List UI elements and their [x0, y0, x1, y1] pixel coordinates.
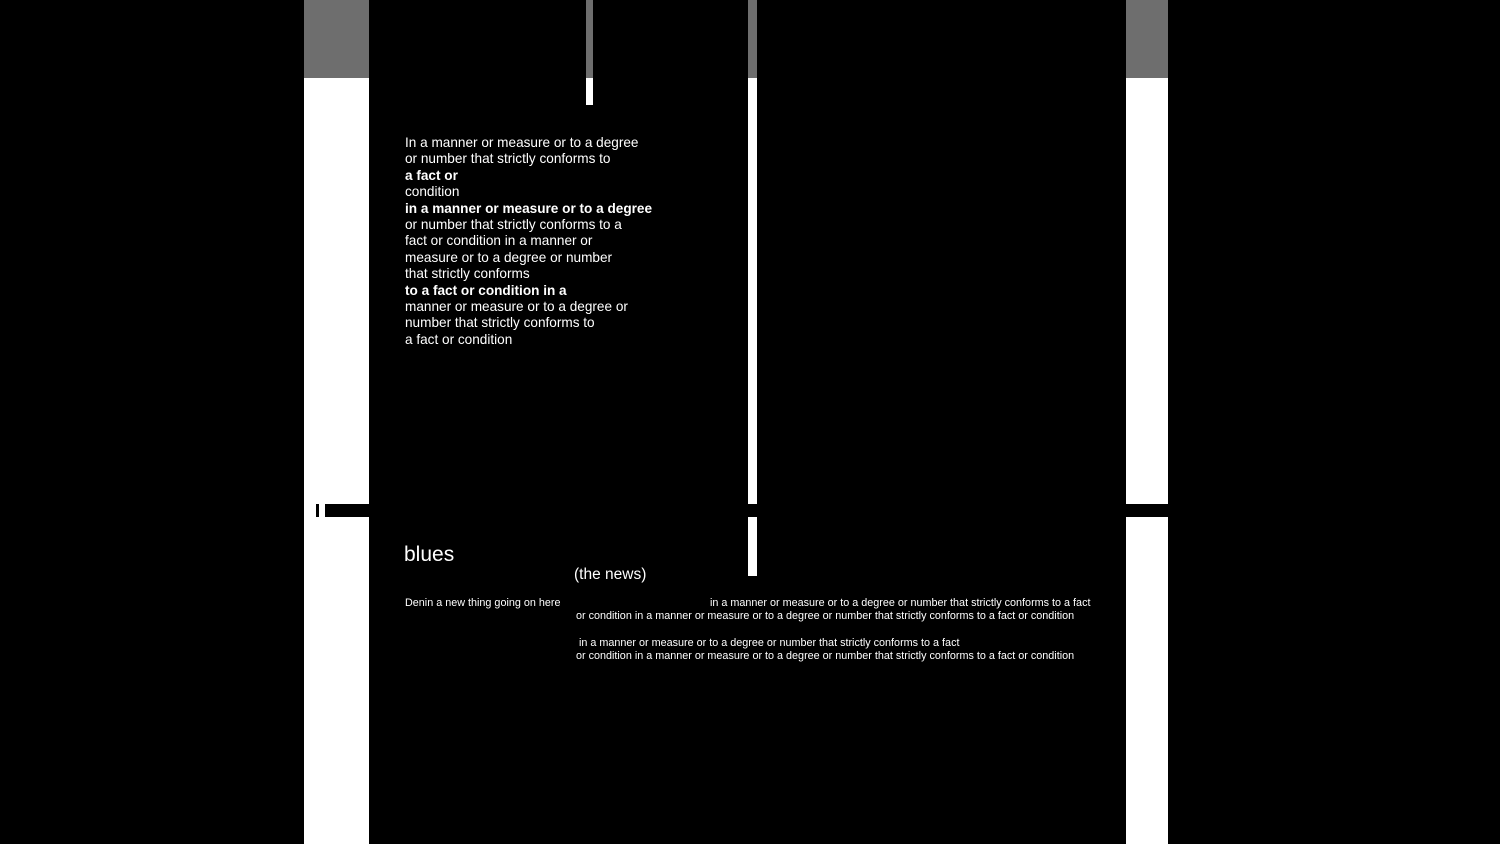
right-panel-top	[1126, 0, 1168, 78]
right-panel-lower	[1126, 517, 1168, 844]
narrow-bar-top	[586, 0, 593, 78]
body-line-3: in a manner or measure or to a degree or number that strictly conforms to a fact	[579, 637, 960, 649]
narrow-bar-bottom	[586, 78, 593, 105]
body-line-1: in a manner or measure or to a degree or number that strictly conforms to a fact	[710, 597, 1091, 609]
poem-line: measure or to a degree or number	[405, 249, 613, 265]
divider-bar-lower	[748, 517, 757, 576]
poem-line: to a fact or condition in a	[405, 282, 567, 298]
left-panel-upper	[304, 78, 369, 504]
poem-line: manner or measure or to a degree or	[405, 299, 628, 315]
left-panel-notch-a	[304, 504, 316, 517]
poem-line: condition	[405, 184, 460, 200]
left-panel-notch-b	[319, 504, 325, 517]
poem-line: number that strictly conforms to	[405, 315, 595, 331]
poem-line: a fact or	[405, 167, 458, 183]
poem-line: or number that strictly conforms to	[405, 151, 611, 167]
poem-line: in a manner or measure or to a degree	[405, 200, 653, 216]
left-panel-lower	[304, 517, 369, 844]
right-panel-upper	[1126, 78, 1168, 504]
poem-line: that strictly conforms	[405, 266, 530, 282]
lead-text: Denin a new thing going on here	[405, 597, 561, 609]
body-line-4: or condition in a manner or measure or to a degree or number that strictly conforms to a fact or condition	[576, 650, 1075, 662]
section-subtitle: (the news)	[574, 566, 647, 583]
poem-line: a fact or condition	[405, 331, 513, 347]
left-panel-top	[304, 0, 369, 78]
body-line-2: or condition in a manner or measure or to a degree or number that strictly conforms to a fact or condition	[576, 610, 1075, 622]
divider-bar-top	[748, 0, 757, 78]
poem-line: fact or condition in a manner or	[405, 233, 593, 249]
poem-text-block	[405, 135, 725, 348]
divider-bar-upper	[748, 78, 757, 504]
poem-line: In a manner or measure or to a degree	[405, 135, 639, 150]
section-title: blues	[404, 543, 455, 566]
poem-line: or number that strictly conforms to a	[405, 217, 622, 233]
